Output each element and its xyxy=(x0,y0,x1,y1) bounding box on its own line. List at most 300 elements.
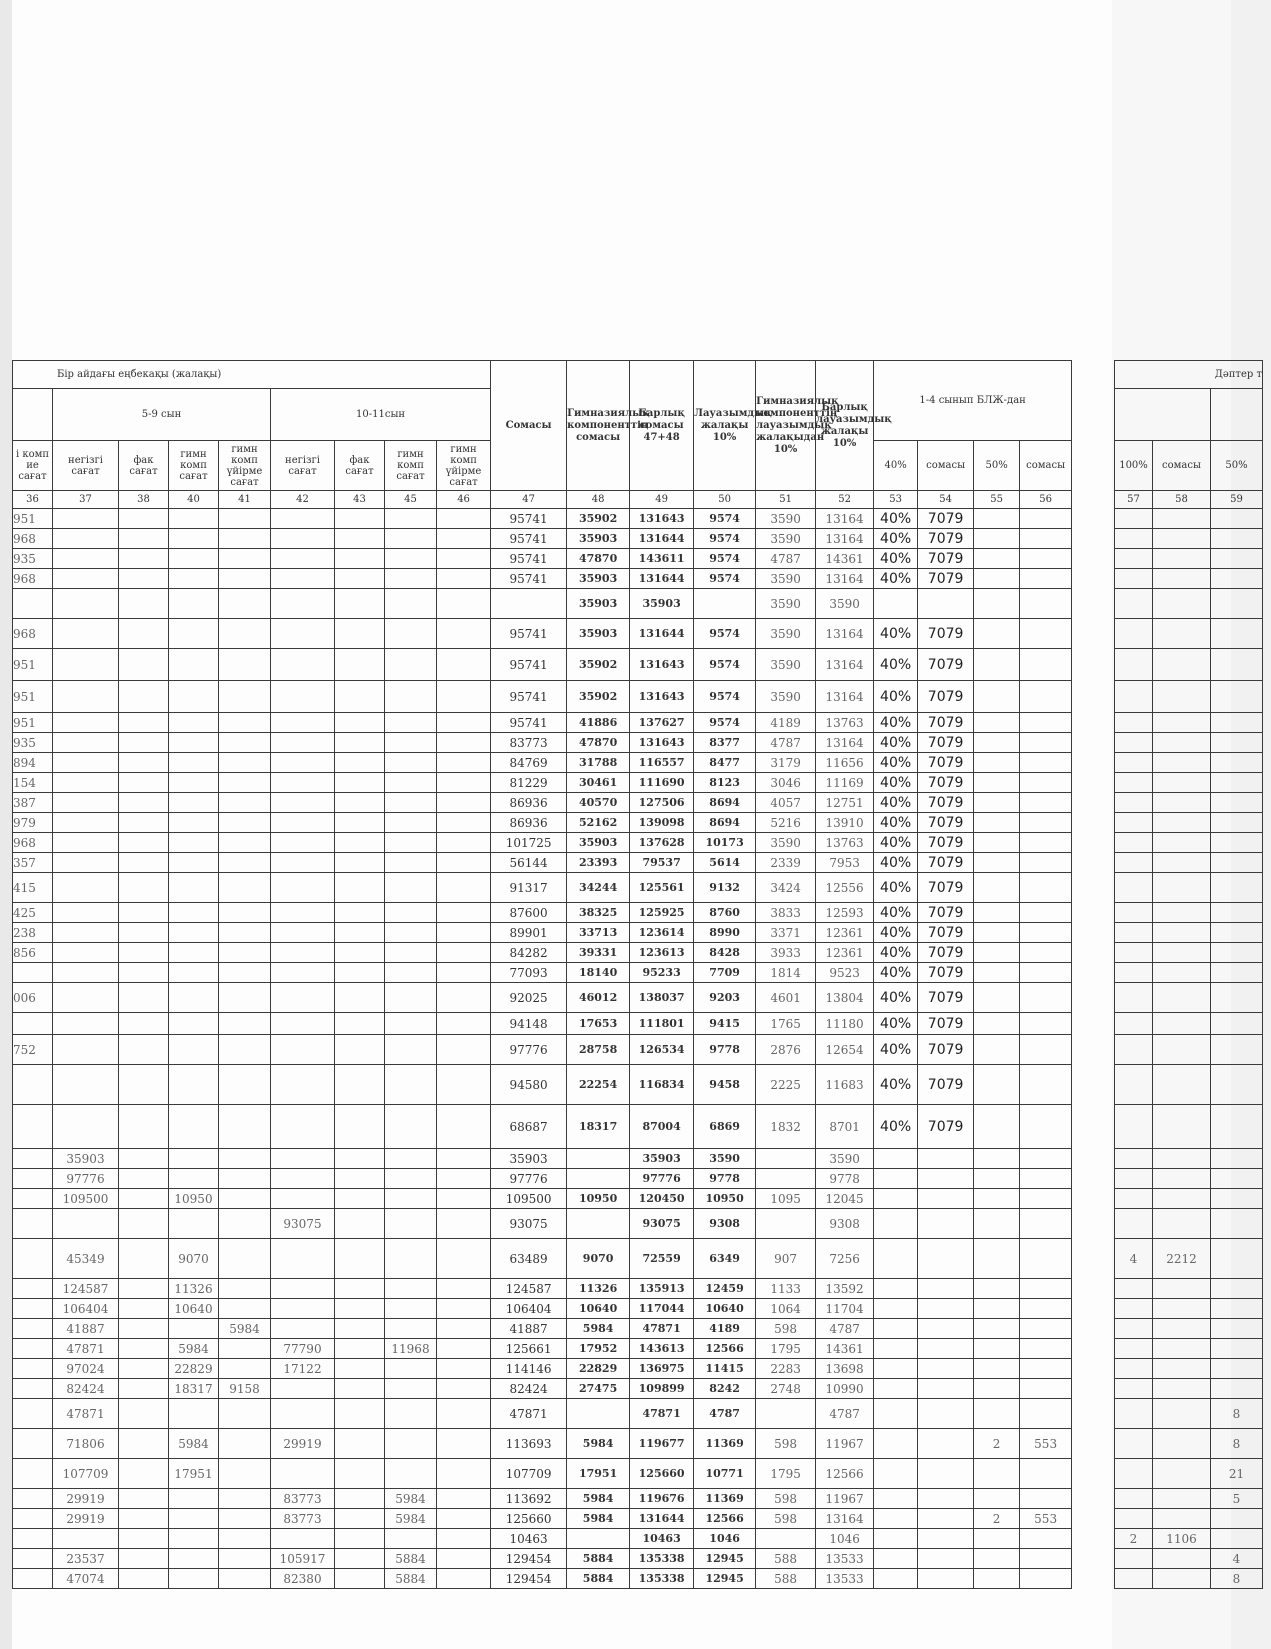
table-cell xyxy=(1211,813,1263,833)
table-cell xyxy=(437,903,491,923)
table-cell xyxy=(271,943,335,963)
table-cell: 7079 xyxy=(918,813,974,833)
table-row xyxy=(13,589,1072,619)
table-cell xyxy=(1115,1169,1153,1189)
table-cell xyxy=(1211,1035,1263,1065)
table-cell: 5984 xyxy=(567,1319,630,1339)
table-row xyxy=(13,963,1072,983)
table-cell: 13164 xyxy=(816,529,874,549)
table-cell: 598 xyxy=(756,1319,816,1339)
table-cell xyxy=(1020,649,1072,681)
table-cell: 12593 xyxy=(816,903,874,923)
table-row xyxy=(1115,1105,1263,1149)
table-cell xyxy=(53,1105,119,1149)
table-cell xyxy=(974,1105,1020,1149)
table-cell xyxy=(918,1459,974,1489)
notebook-table xyxy=(1114,360,1263,1589)
table-row xyxy=(13,1399,1072,1429)
table-cell: 968 xyxy=(13,529,53,549)
table-cell xyxy=(1153,1459,1211,1489)
table-cell: 143613 xyxy=(630,1339,694,1359)
table-cell xyxy=(918,1319,974,1339)
table-cell xyxy=(1153,619,1211,649)
table-cell: 131644 xyxy=(630,529,694,549)
table-cell xyxy=(918,1169,974,1189)
table-cell: 8242 xyxy=(694,1379,756,1399)
table-cell xyxy=(385,1529,437,1549)
table-cell xyxy=(271,793,335,813)
table-cell xyxy=(874,1489,918,1509)
table-cell: 97776 xyxy=(53,1169,119,1189)
table-row xyxy=(1115,1339,1263,1359)
table-cell xyxy=(169,853,219,873)
table-cell xyxy=(974,1035,1020,1065)
table-cell: 47871 xyxy=(491,1399,567,1429)
table-cell xyxy=(1020,1379,1072,1399)
table-row xyxy=(13,1035,1072,1065)
table-cell xyxy=(1211,1169,1263,1189)
table-cell xyxy=(335,619,385,649)
table-cell: 126534 xyxy=(630,1035,694,1065)
table-cell xyxy=(437,509,491,529)
table-cell xyxy=(1153,1339,1211,1359)
table-cell xyxy=(119,753,169,773)
table-cell: 82380 xyxy=(271,1569,335,1589)
table-cell: 13910 xyxy=(816,813,874,833)
table-cell xyxy=(219,509,271,529)
table-cell xyxy=(974,529,1020,549)
table-cell xyxy=(1211,1149,1263,1169)
table-row xyxy=(1115,1149,1263,1169)
table-cell: 4189 xyxy=(694,1319,756,1339)
column-number: 45 xyxy=(385,491,437,509)
table-cell: 131643 xyxy=(630,509,694,529)
table-cell: 35903 xyxy=(53,1149,119,1169)
table-cell: 12566 xyxy=(694,1509,756,1529)
table-cell xyxy=(1153,1509,1211,1529)
table-cell xyxy=(437,1399,491,1429)
table-row xyxy=(1115,963,1263,983)
table-cell xyxy=(119,1359,169,1379)
table-row xyxy=(1115,833,1263,853)
table-cell xyxy=(13,1359,53,1379)
table-cell xyxy=(53,873,119,903)
column-number: 40 xyxy=(169,491,219,509)
table-row xyxy=(13,509,1072,529)
table-cell xyxy=(437,873,491,903)
table-cell: 8990 xyxy=(694,923,756,943)
table-cell: 138037 xyxy=(630,983,694,1013)
table-cell xyxy=(119,1319,169,1339)
column-number: 58 xyxy=(1153,491,1211,509)
table-cell xyxy=(271,1279,335,1299)
table-cell xyxy=(1153,1359,1211,1379)
table-cell: 5884 xyxy=(385,1569,437,1589)
table-cell xyxy=(1153,1035,1211,1065)
table-cell xyxy=(385,1189,437,1209)
table-cell: 94580 xyxy=(491,1065,567,1105)
table-row xyxy=(13,983,1072,1013)
table-cell xyxy=(385,1429,437,1459)
table-cell: 123613 xyxy=(630,943,694,963)
table-cell: 35903 xyxy=(567,569,630,589)
table-cell: 47870 xyxy=(567,549,630,569)
column-36-group xyxy=(13,389,53,441)
table-cell xyxy=(219,1065,271,1105)
table-cell xyxy=(219,833,271,853)
table-cell xyxy=(53,983,119,1013)
table-cell xyxy=(335,1169,385,1189)
table-cell xyxy=(169,649,219,681)
table-cell xyxy=(219,923,271,943)
table-cell: 6869 xyxy=(694,1105,756,1149)
table-cell xyxy=(53,1065,119,1105)
table-cell: 13763 xyxy=(816,833,874,853)
table-cell xyxy=(13,589,53,619)
table-cell: 116557 xyxy=(630,753,694,773)
table-row xyxy=(1115,1065,1263,1105)
table-cell: 3590 xyxy=(756,589,816,619)
table-cell xyxy=(219,1149,271,1169)
table-cell xyxy=(437,793,491,813)
table-cell xyxy=(437,1509,491,1529)
table-cell xyxy=(1020,1569,1072,1589)
table-cell: 1046 xyxy=(816,1529,874,1549)
table-cell: 11180 xyxy=(816,1013,874,1035)
table-cell: 935 xyxy=(13,549,53,569)
table-cell xyxy=(219,813,271,833)
table-row xyxy=(1115,713,1263,733)
table-cell xyxy=(1115,1035,1153,1065)
table-cell xyxy=(169,1065,219,1105)
table-cell: 238 xyxy=(13,923,53,943)
table-cell xyxy=(974,1339,1020,1359)
table-cell xyxy=(271,1299,335,1319)
table-cell xyxy=(335,753,385,773)
table-cell xyxy=(169,713,219,733)
subheader-c45: гимн комп сағат xyxy=(385,441,437,491)
table-cell xyxy=(437,1105,491,1149)
table-cell: 40% xyxy=(874,943,918,963)
table-cell xyxy=(53,923,119,943)
table-cell xyxy=(385,1149,437,1169)
table-cell xyxy=(1153,853,1211,873)
table-cell xyxy=(335,1319,385,1339)
table-cell: 11326 xyxy=(169,1279,219,1299)
table-cell xyxy=(385,1169,437,1189)
table-row xyxy=(1115,1239,1263,1279)
column-number: 36 xyxy=(13,491,53,509)
table-cell xyxy=(1115,569,1153,589)
table-cell: 8 xyxy=(1211,1399,1263,1429)
table-cell xyxy=(335,509,385,529)
table-cell xyxy=(974,1529,1020,1549)
table-cell xyxy=(119,733,169,753)
table-cell xyxy=(335,1509,385,1529)
table-cell: 93075 xyxy=(491,1209,567,1239)
column-number: 52 xyxy=(816,491,874,509)
table-cell xyxy=(335,681,385,713)
table-cell: 86936 xyxy=(491,813,567,833)
table-cell: 143611 xyxy=(630,549,694,569)
table-cell: 109500 xyxy=(491,1189,567,1209)
table-cell: 7256 xyxy=(816,1239,874,1279)
table-cell xyxy=(974,1189,1020,1209)
table-cell xyxy=(13,1065,53,1105)
table-cell xyxy=(918,1399,974,1429)
table-cell xyxy=(1153,983,1211,1013)
table-cell xyxy=(53,589,119,619)
table-cell: 40% xyxy=(874,853,918,873)
table-cell: 4 xyxy=(1211,1549,1263,1569)
table-cell xyxy=(1020,1013,1072,1035)
table-cell: 10640 xyxy=(169,1299,219,1319)
column-number: 37 xyxy=(53,491,119,509)
table-cell xyxy=(335,1035,385,1065)
table-row xyxy=(1115,549,1263,569)
table-cell xyxy=(874,1339,918,1359)
table-cell xyxy=(385,1379,437,1399)
table-cell: 35903 xyxy=(567,833,630,853)
column-number: 54 xyxy=(918,491,974,509)
table-cell xyxy=(385,1279,437,1299)
table-cell xyxy=(169,813,219,833)
table-cell xyxy=(874,1569,918,1589)
table-cell: 77790 xyxy=(271,1339,335,1359)
table-cell xyxy=(335,1379,385,1399)
table-cell xyxy=(1211,753,1263,773)
table-cell xyxy=(437,1529,491,1549)
table-row xyxy=(13,833,1072,853)
table-cell: 46012 xyxy=(567,983,630,1013)
table-cell xyxy=(119,1459,169,1489)
table-cell xyxy=(437,963,491,983)
table-cell: 7953 xyxy=(816,853,874,873)
table-cell xyxy=(974,1379,1020,1399)
table-cell: 13164 xyxy=(816,733,874,753)
table-cell xyxy=(437,853,491,873)
table-cell xyxy=(169,1509,219,1529)
table-row xyxy=(1115,733,1263,753)
table-cell: 5984 xyxy=(567,1489,630,1509)
table-cell: 120450 xyxy=(630,1189,694,1209)
table-cell xyxy=(271,1189,335,1209)
subheader-c42: негізгі сағат xyxy=(271,441,335,491)
table-cell xyxy=(13,1169,53,1189)
table-cell: 8694 xyxy=(694,813,756,833)
table-cell xyxy=(219,1399,271,1429)
table-cell xyxy=(53,569,119,589)
table-cell xyxy=(53,1209,119,1239)
table-cell xyxy=(1153,733,1211,753)
table-cell xyxy=(974,873,1020,903)
table-cell: 598 xyxy=(756,1509,816,1529)
table-cell xyxy=(1020,713,1072,733)
table-cell xyxy=(974,903,1020,923)
table-cell xyxy=(1211,793,1263,813)
table-cell xyxy=(974,619,1020,649)
table-cell xyxy=(335,549,385,569)
table-cell xyxy=(53,529,119,549)
table-cell xyxy=(119,1239,169,1279)
column-number: 38 xyxy=(119,491,169,509)
table-cell: 2283 xyxy=(756,1359,816,1379)
table-cell xyxy=(271,1065,335,1105)
table-cell xyxy=(437,1359,491,1379)
table-cell xyxy=(169,903,219,923)
table-cell: 77093 xyxy=(491,963,567,983)
table-cell: 82424 xyxy=(491,1379,567,1399)
table-cell xyxy=(974,943,1020,963)
table-cell xyxy=(437,1013,491,1035)
table-cell xyxy=(385,853,437,873)
table-cell xyxy=(918,1279,974,1299)
table-cell: 125660 xyxy=(630,1459,694,1489)
table-cell xyxy=(271,813,335,833)
table-cell xyxy=(874,1319,918,1339)
table-cell: 40% xyxy=(874,1105,918,1149)
table-cell xyxy=(437,1549,491,1569)
table-cell xyxy=(119,1549,169,1569)
table-cell: 7079 xyxy=(918,833,974,853)
table-cell: 93075 xyxy=(630,1209,694,1239)
table-cell: 9574 xyxy=(694,619,756,649)
table-cell xyxy=(169,589,219,619)
table-cell xyxy=(1115,713,1153,733)
table-cell: 29919 xyxy=(53,1509,119,1529)
table-row xyxy=(13,1359,1072,1379)
table-cell: 35903 xyxy=(630,1149,694,1169)
table-cell: 10990 xyxy=(816,1379,874,1399)
table-cell: 7079 xyxy=(918,1013,974,1035)
table-cell: 588 xyxy=(756,1569,816,1589)
table-cell xyxy=(974,733,1020,753)
table-cell: 856 xyxy=(13,943,53,963)
table-cell: 9574 xyxy=(694,649,756,681)
table-cell xyxy=(1211,963,1263,983)
subheader-c36: і комп ие сағат xyxy=(13,441,53,491)
table-cell xyxy=(974,773,1020,793)
table-cell xyxy=(335,649,385,681)
table-cell xyxy=(1153,589,1211,619)
table-cell xyxy=(271,1399,335,1429)
table-cell xyxy=(335,923,385,943)
table-cell: 9203 xyxy=(694,983,756,1013)
table-cell xyxy=(1211,1209,1263,1239)
table-cell: 7709 xyxy=(694,963,756,983)
table-cell xyxy=(119,619,169,649)
table-cell xyxy=(385,589,437,619)
table-row xyxy=(13,1279,1072,1299)
table-cell xyxy=(1153,773,1211,793)
table-cell xyxy=(974,813,1020,833)
table-cell xyxy=(1153,903,1211,923)
table-row xyxy=(13,1065,1072,1105)
table-cell: 951 xyxy=(13,649,53,681)
table-cell: 81229 xyxy=(491,773,567,793)
table-row xyxy=(1115,681,1263,713)
table-cell: 83773 xyxy=(491,733,567,753)
table-cell xyxy=(169,733,219,753)
table-cell xyxy=(271,589,335,619)
table-cell xyxy=(1115,983,1153,1013)
table-cell: 13164 xyxy=(816,1509,874,1529)
table-row xyxy=(13,1569,1072,1589)
table-cell xyxy=(53,963,119,983)
table-cell: 111801 xyxy=(630,1013,694,1035)
table-cell xyxy=(1115,529,1153,549)
table-cell xyxy=(119,873,169,903)
table-cell xyxy=(1115,1279,1153,1299)
table-cell xyxy=(169,1319,219,1339)
table-cell xyxy=(219,1459,271,1489)
table-cell xyxy=(1020,569,1072,589)
table-cell xyxy=(1115,1065,1153,1105)
table-cell xyxy=(271,923,335,943)
table-cell: 968 xyxy=(13,619,53,649)
table-cell xyxy=(974,853,1020,873)
subheader-c54: сомасы xyxy=(918,441,974,491)
table-cell xyxy=(219,1569,271,1589)
table-cell: 8760 xyxy=(694,903,756,923)
table-cell: 598 xyxy=(756,1489,816,1509)
table-cell: 415 xyxy=(13,873,53,903)
table-cell: 7079 xyxy=(918,1035,974,1065)
table-cell xyxy=(1211,1189,1263,1209)
table-cell xyxy=(1115,1319,1153,1339)
table-cell xyxy=(169,943,219,963)
table-row xyxy=(1115,1035,1263,1065)
table-cell xyxy=(271,1013,335,1035)
table-cell xyxy=(119,569,169,589)
table-cell xyxy=(335,1359,385,1379)
table-row xyxy=(13,1319,1072,1339)
table-cell xyxy=(1020,1169,1072,1189)
table-cell xyxy=(335,713,385,733)
table-cell xyxy=(119,1035,169,1065)
table-cell xyxy=(53,509,119,529)
table-cell: 95741 xyxy=(491,569,567,589)
table-cell xyxy=(1153,1549,1211,1569)
table-cell xyxy=(437,813,491,833)
table-cell xyxy=(335,1209,385,1239)
table-cell xyxy=(1020,549,1072,569)
table-cell xyxy=(1020,943,1072,963)
table-cell xyxy=(874,1549,918,1569)
table-cell xyxy=(385,619,437,649)
table-row xyxy=(13,1459,1072,1489)
table-cell xyxy=(271,773,335,793)
table-cell xyxy=(1211,733,1263,753)
table-row xyxy=(1115,1489,1263,1509)
table-cell: 35902 xyxy=(567,681,630,713)
table-cell: 8428 xyxy=(694,943,756,963)
table-cell xyxy=(219,1279,271,1299)
table-cell xyxy=(1153,1299,1211,1319)
table-cell: 10463 xyxy=(491,1529,567,1549)
table-cell xyxy=(271,509,335,529)
table-cell: 14361 xyxy=(816,549,874,569)
table-cell xyxy=(974,1489,1020,1509)
table-cell xyxy=(1115,1399,1153,1429)
table-cell: 7079 xyxy=(918,793,974,813)
table-cell xyxy=(974,713,1020,733)
table-row xyxy=(1115,1379,1263,1399)
table-cell xyxy=(119,1509,169,1529)
table-cell xyxy=(271,1169,335,1189)
table-cell xyxy=(53,903,119,923)
table-cell xyxy=(13,1013,53,1035)
